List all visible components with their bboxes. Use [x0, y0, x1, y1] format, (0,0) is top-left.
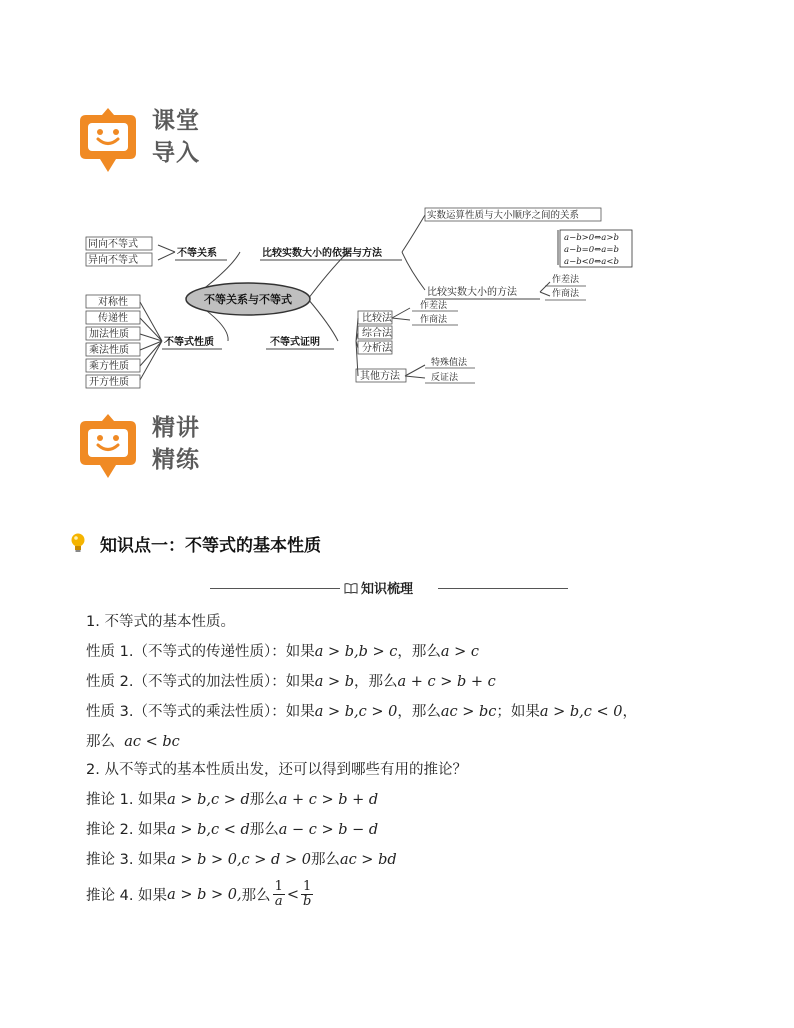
corollary-3 [86, 848, 397, 869]
connector-text: ，那么 [354, 674, 398, 690]
connector-text: ，那么 [397, 644, 441, 660]
section-title-line: 导入 [152, 140, 200, 166]
mind-map-leaf: 乘法性质 [89, 345, 129, 356]
mind-map-branch-label: 不等式证明 [270, 337, 320, 348]
math-expression: a > b > 0, [167, 886, 242, 903]
math-expression: a > b [314, 674, 354, 690]
mind-map-leaf: 反证法 [431, 373, 459, 383]
math-expression: ac > bd [339, 852, 397, 868]
property-label: 性质 2.（不等式的加法性质）：如果 [86, 674, 315, 690]
mind-map-leaf: 开方性质 [89, 377, 129, 388]
math-expression: a + c > b + c [397, 674, 496, 690]
lightbulb-icon [70, 532, 86, 554]
section-title-line: 精练 [152, 447, 200, 473]
mind-map-sub-branch: 比较实数大小的方法 [427, 287, 517, 298]
divider-label [344, 578, 413, 597]
mind-map-leaf: 异向不等式 [88, 255, 138, 266]
mind-map-leaf: 对称性 [98, 297, 128, 308]
mind-map-leaf: 综合法 [362, 328, 392, 339]
mind-map-leaf: 比较法 [362, 313, 392, 324]
mind-map-formula: a−b>0⇔a>b [564, 233, 619, 243]
mind-map-sub-branch: 实数运算性质与大小顺序之间的关系 [427, 210, 580, 221]
corollary-label: 推论 4. 如果 [86, 888, 168, 904]
connector-text: 那么 [310, 852, 340, 868]
connector-text: 那么 [241, 888, 271, 904]
corollary-1 [86, 788, 378, 809]
section-title-line: 精讲 [152, 415, 200, 441]
content-line [86, 758, 467, 779]
math-expression: a > b,c < d [167, 822, 250, 838]
knowledge-point-title: 知识点一：不等式的基本性质 [100, 535, 321, 556]
property-label: 性质 1.（不等式的传递性质）：如果 [86, 644, 315, 660]
math-expression: ac < bc [124, 734, 180, 750]
speech-bubble-smile-icon [76, 106, 140, 176]
mind-map-center-label: 不等关系与不等式 [204, 293, 292, 306]
mind-map-leaf: 作商法 [552, 289, 580, 299]
divider-line-right [438, 588, 568, 589]
math-expression: a > b > 0,c > d > 0 [167, 852, 311, 868]
fraction-one-over-a [273, 880, 285, 909]
math-expression: a > b,c < 0 [539, 704, 623, 720]
connector-text: 那么 [249, 792, 279, 808]
knowledge-point-heading [70, 530, 321, 556]
list-item-heading: 2. 从不等式的基本性质出发，还可以得到哪些有用的推论？ [86, 762, 467, 778]
corollary-label: 推论 2. 如果 [86, 822, 168, 838]
mind-map-leaf: 分析法 [362, 343, 392, 354]
mind-map-leaf: 其他方法 [360, 371, 400, 382]
mind-map-leaf: 作差法 [420, 301, 448, 311]
mind-map-leaf: 传递性 [98, 313, 128, 324]
fraction-denominator: a [274, 894, 283, 909]
speech-bubble-smile-icon [76, 412, 140, 482]
math-expression: a > b,c > d [167, 792, 250, 808]
section-title-practice [152, 412, 200, 476]
content-line [86, 610, 235, 631]
connector-text: 那么 [249, 822, 279, 838]
open-book-icon [344, 582, 358, 594]
list-item-heading: 1. 不等式的基本性质。 [86, 614, 235, 630]
connector-text: ，那么 [397, 704, 441, 720]
mind-map-leaf: 作差法 [552, 275, 580, 285]
corollary-label: 推论 1. 如果 [86, 792, 168, 808]
math-expression: a > c [440, 644, 480, 660]
mind-map-branch-label: 比较实数大小的依据与方法 [262, 248, 382, 259]
property-3 [86, 700, 637, 721]
math-expression: a > b,b > c [314, 644, 398, 660]
mind-map-branch-label: 不等式性质 [164, 337, 214, 348]
mind-map-formula: a−b=0⇔a=b [564, 245, 619, 255]
property-label: 性质 3.（不等式的乘法性质）：如果 [86, 704, 315, 720]
mind-map-leaf: 特殊值法 [431, 358, 468, 368]
fraction-denominator: b [302, 894, 312, 909]
section-title-intro [152, 105, 200, 169]
connector-text: ， [622, 704, 637, 720]
mind-map-branch-label: 不等关系 [177, 248, 217, 259]
mind-map-formula: a−b<0⇔a<b [564, 257, 619, 267]
mind-map-leaf: 作商法 [420, 315, 448, 325]
connector-text: ；如果 [496, 704, 540, 720]
math-expression: a + c > b + d [278, 792, 379, 808]
corollary-4 [86, 880, 315, 909]
connector-text: 那么 [86, 734, 115, 750]
property-1 [86, 640, 479, 661]
property-2 [86, 670, 496, 691]
divider-label-text: 知识梳理 [361, 582, 414, 597]
corollary-2 [86, 818, 378, 839]
mind-map [80, 200, 640, 390]
math-operator: < [286, 886, 299, 903]
math-expression: a > b,c > 0 [314, 704, 398, 720]
section-title-line: 课堂 [152, 108, 200, 134]
mind-map-leaf: 加法性质 [89, 329, 129, 340]
fraction-one-over-b [301, 880, 313, 909]
math-expression: ac > bc [440, 704, 497, 720]
property-3-continued [86, 730, 180, 751]
mind-map-leaf: 乘方性质 [89, 361, 129, 372]
divider-line-left [210, 588, 340, 589]
mind-map-leaf: 同向不等式 [88, 239, 138, 250]
fraction-numerator: 1 [303, 879, 312, 894]
corollary-label: 推论 3. 如果 [86, 852, 168, 868]
math-expression: a − c > b − d [278, 822, 379, 838]
fraction-numerator: 1 [274, 879, 283, 894]
